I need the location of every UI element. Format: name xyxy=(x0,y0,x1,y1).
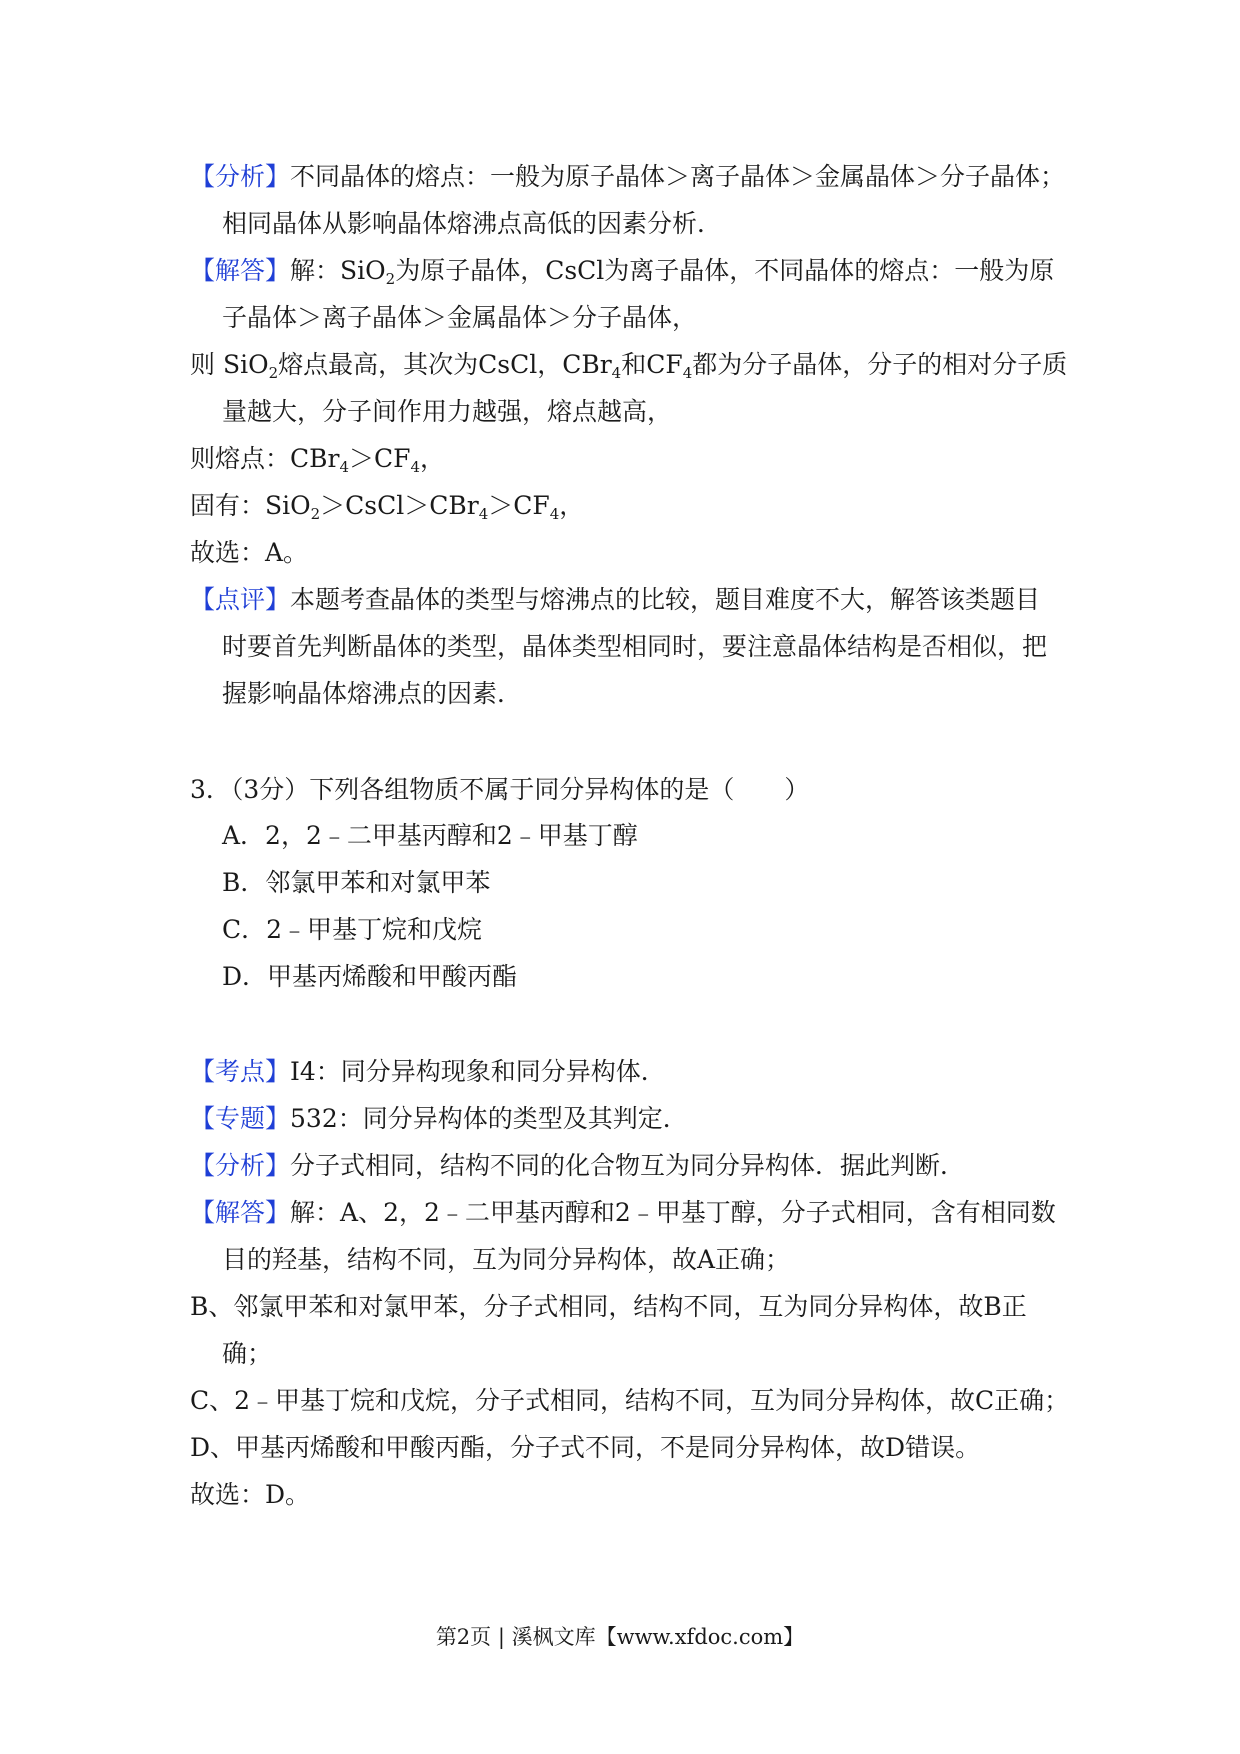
analysis-line-1: 【分析】不同晶体的熔点：一般为原子晶体＞离子晶体＞金属晶体＞分子晶体； xyxy=(190,162,1066,191)
answer-tag: 【解答】 xyxy=(190,256,291,285)
order-line: 固有：$SiO_2>CsCl>CBr_4>CF_4$， xyxy=(190,491,585,523)
page-footer: 第2页 | 溪枫文库【www.xfdoc.com】 xyxy=(435,1625,805,1649)
melting-point-line: 则熔点：$CBr_4>CF_4$， xyxy=(190,444,446,476)
option-c: C．2﹣甲基丁烷和戊烷 xyxy=(222,915,483,944)
answer-d-line: D、甲基丙烯酸和甲酸丙酯，分子式不同，不是同分异构体，故D错误。 xyxy=(190,1433,981,1462)
option-a: A．2，2﹣二甲基丙醇和2﹣甲基丁醇 xyxy=(222,821,638,850)
analysis-2-tag: 【分析】 xyxy=(190,1151,291,1180)
answer-line-1: 【解答】解：SiO$_2$为原子晶体，CsCl为离子晶体，不同晶体的熔点：一般为原 xyxy=(190,256,1055,288)
choose-line-2: 故选：D。 xyxy=(190,1480,311,1509)
comment-line-3: 握影响晶体熔沸点的因素． xyxy=(222,679,523,708)
answer-c-line: C、2﹣甲基丁烷和戊烷，分子式相同，结构不同，互为同分异构体，故C正确； xyxy=(190,1386,1070,1415)
answer-2-line-1: 【解答】解：A、2，2﹣二甲基丙醇和2﹣甲基丁醇，分子式相同，含有相同数 xyxy=(190,1198,1056,1227)
answer-b-line-1: B、邻氯甲苯和对氯甲苯，分子式相同，结构不同，互为同分异构体，故B正 xyxy=(190,1292,1027,1321)
zhuanti-line: 【专题】532：同分异构体的类型及其判定． xyxy=(190,1104,688,1133)
kaodian-tag: 【考点】 xyxy=(190,1057,291,1086)
zhuanti-tag: 【专题】 xyxy=(190,1104,291,1133)
choose-line-1: 故选：A。 xyxy=(190,538,309,567)
analysis-2-line: 【分析】分子式相同，结构不同的化合物互为同分异构体．据此判断． xyxy=(190,1151,966,1180)
comment-line-2: 时要首先判断晶体的类型，晶体类型相同时，要注意晶体结构是否相似，把 xyxy=(222,632,1048,661)
question-3-stem: 3．（3分）下列各组物质不属于同分异构体的是（ ） xyxy=(190,775,810,804)
reasoning-line-1: 则 SiO$_2$熔点最高，其次为CsCl，CBr$_4$和$CF_4$都为分子晶体，分子的相对分子质 xyxy=(190,350,1068,382)
option-d: D．甲基丙烯酸和甲酸丙酯 xyxy=(222,962,518,991)
comment-tag: 【点评】 xyxy=(190,585,291,614)
answer-2-line-2: 目的羟基，结构不同，互为同分异构体，故A正确； xyxy=(222,1245,791,1274)
analysis-tag: 【分析】 xyxy=(190,162,291,191)
kaodian-line: 【考点】I4：同分异构现象和同分异构体． xyxy=(190,1057,666,1086)
answer-b-line-2: 确； xyxy=(222,1339,273,1368)
reasoning-line-2: 量越大，分子间作用力越强，熔点越高， xyxy=(222,397,673,426)
analysis-line-2: 相同晶体从影响晶体熔沸点高低的因素分析． xyxy=(222,209,723,238)
answer-line-2: 子晶体＞离子晶体＞金属晶体＞分子晶体， xyxy=(222,303,698,332)
option-b: B．邻氯甲苯和对氯甲苯 xyxy=(222,868,491,897)
comment-line-1: 【点评】本题考查晶体的类型与熔沸点的比较，题目难度不大，解答该类题目 xyxy=(190,585,1041,614)
answer-2-tag: 【解答】 xyxy=(190,1198,291,1227)
